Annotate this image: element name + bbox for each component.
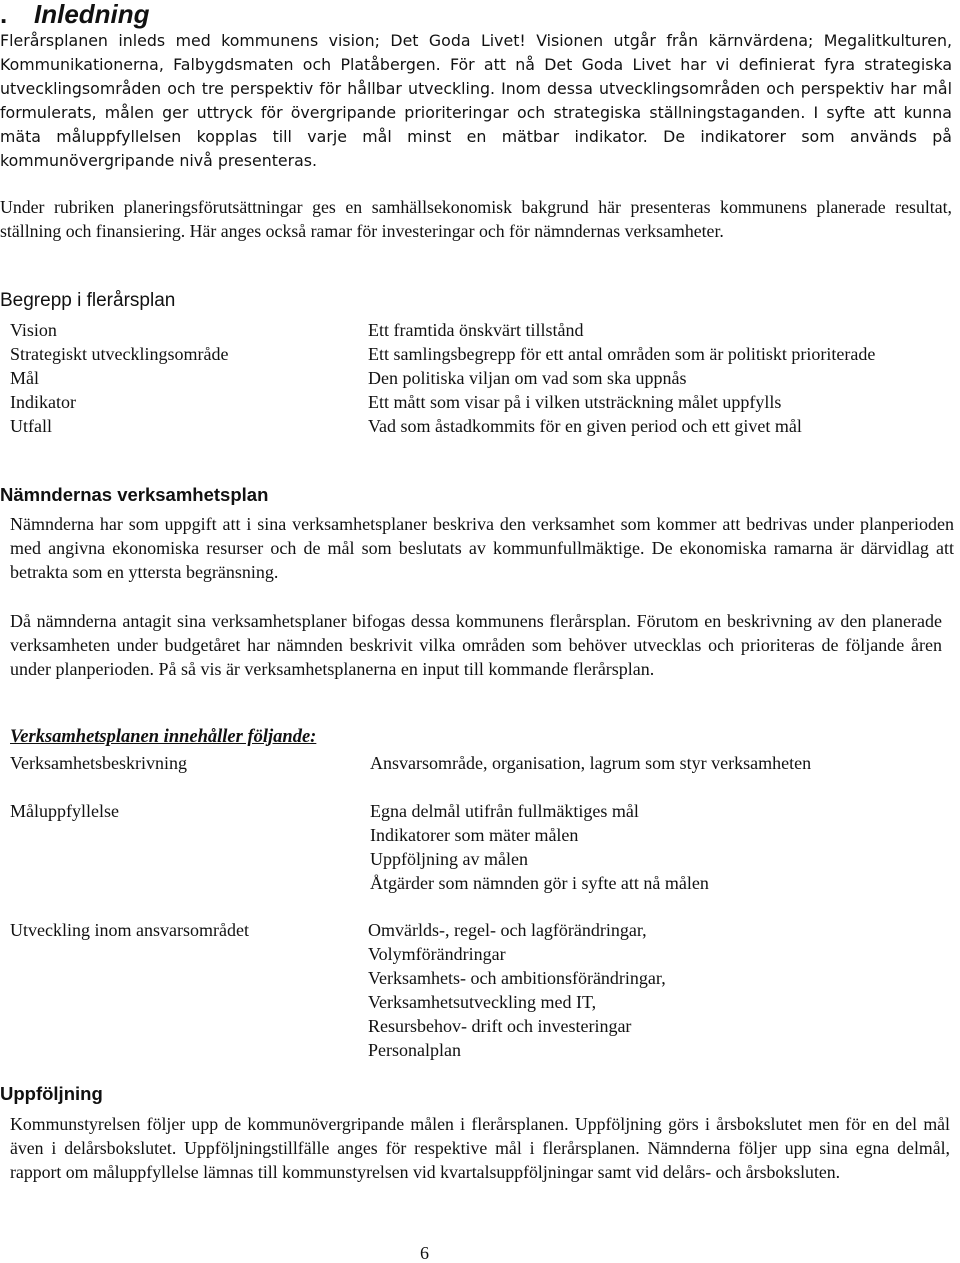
contents-item: Utveckling inom ansvarsområdet (10, 920, 249, 940)
contents-detail: Verksamhetsutveckling med IT, (368, 992, 597, 1012)
heading-bullet: . (0, 0, 8, 29)
contents-detail: Ansvarsområde, organisation, lagrum som styr verksamheten (370, 753, 812, 773)
begrepp-definition: Den politiska viljan om vad som ska uppnås (368, 368, 687, 388)
begrepp-definition: Vad som åstadkommits för en given period och ett givet mål (368, 416, 802, 436)
contents-detail: Personalplan (368, 1040, 461, 1060)
intro-paragraph-1: Flerårsplanen inleds med kommunens vision; Det Goda Livet! Visionen utgår från kärnvärdena; Megalitkulturen, Kommunikationerna, Falbygdsmaten och Platåbergen. För att nå Det Goda Livet har vi definierat fyra strategiska utvecklingsområden och tre perspektiv för hållbar utveckling. Inom dessa utvecklingsområden och perspektiv har mål formulerats, målen ger uttryck för övergripande prioriteringar och strategiska ställningstaganden. I syfte att kunna mäta måluppfyllelsen kopplas till varje mål minst en mätbar indikator. De indikatorer som används på kommunövergripande nivå presenteras. (0, 31, 952, 170)
begrepp-term: Utfall (10, 416, 52, 436)
intro-paragraph-2: Under rubriken planeringsförutsättningar ges en samhällsekonomisk bakgrund här presenteras kommunens planerade resultat, ställning och finansiering. Här anges också ramar för investeringar och för nämndernas verksamheter. (0, 197, 952, 241)
contents-detail: Indikatorer som mäter målen (370, 825, 579, 845)
begrepp-heading: Begrepp i flerårsplan (0, 290, 176, 311)
contents-detail: Resursbehov- drift och investeringar (368, 1016, 632, 1036)
verksamhetsplan-paragraph-1: Nämnderna har som uppgift att i sina verksamhetsplaner beskriva den verksamhet som kommer att bedrivas under planperioden med angivna ekonomiska resurser och de mål som beslutats av kommunfullmäktige. De ekonomiska ramarna är därvidlag att betrakta som en yttersta begränsning. (10, 514, 954, 582)
contents-detail: Uppföljning av målen (370, 849, 528, 869)
uppfoljning-paragraph: Kommunstyrelsen följer upp de kommunövergripande målen i flerårsplanen. Uppföljning görs i årsbokslutet men för en del mål även i delårsbokslutet. Uppföljningstillfälle anges för respektive mål i flerårsplanen. Nämnderna följer upp sina egna delmål, rapport om måluppfyllelse lämnas till kommunstyrelsen vid kvartalsuppföljningar samt vid delårs- och årsboksluten. (10, 1114, 950, 1182)
verksamhetsplan-paragraph-2: Då nämnderna antagit sina verksamhetsplaner bifogas dessa kommunens flerårsplan. Förutom en beskrivning av den planerade verksamheten under budgetåret har nämnden beskrivit vilka områden som behöver utvecklas och prioriteras de följande åren under planperioden. På så vis är verksamhetsplanerna en input till kommande flerårsplan. (10, 611, 942, 679)
begrepp-term: Strategiskt utvecklingsområde (10, 344, 229, 364)
contents-detail: Åtgärder som nämnden gör i syfte att nå målen (370, 873, 709, 893)
contents-item: Måluppfyllelse (10, 801, 119, 821)
verksamhetsplan-heading: Nämndernas verksamhetsplan (0, 484, 269, 505)
begrepp-term: Indikator (10, 392, 76, 412)
page-number: 6 (420, 1243, 429, 1263)
begrepp-term: Vision (10, 320, 57, 340)
contents-detail: Omvärlds-, regel- och lagförändringar, (368, 920, 647, 940)
uppfoljning-heading: Uppföljning (0, 1083, 103, 1104)
begrepp-term: Mål (10, 368, 39, 388)
section-heading-inledning (0, 0, 150, 28)
contents-detail: Volymförändringar (368, 944, 506, 964)
heading-title: Inledning (34, 0, 150, 29)
begrepp-definition: Ett mått som visar på i vilken utsträckning målet uppfylls (368, 392, 782, 412)
contents-item: Verksamhetsbeskrivning (10, 753, 187, 773)
contents-detail: Verksamhets- och ambitionsförändringar, (368, 968, 666, 988)
begrepp-definition: Ett framtida önskvärt tillstånd (368, 320, 584, 340)
begrepp-definition: Ett samlingsbegrepp för ett antal områden som är politiskt prioriterade (368, 344, 876, 364)
contents-title: Verksamhetsplanen innehåller följande: (10, 727, 317, 747)
contents-detail: Egna delmål utifrån fullmäktiges mål (370, 801, 639, 821)
